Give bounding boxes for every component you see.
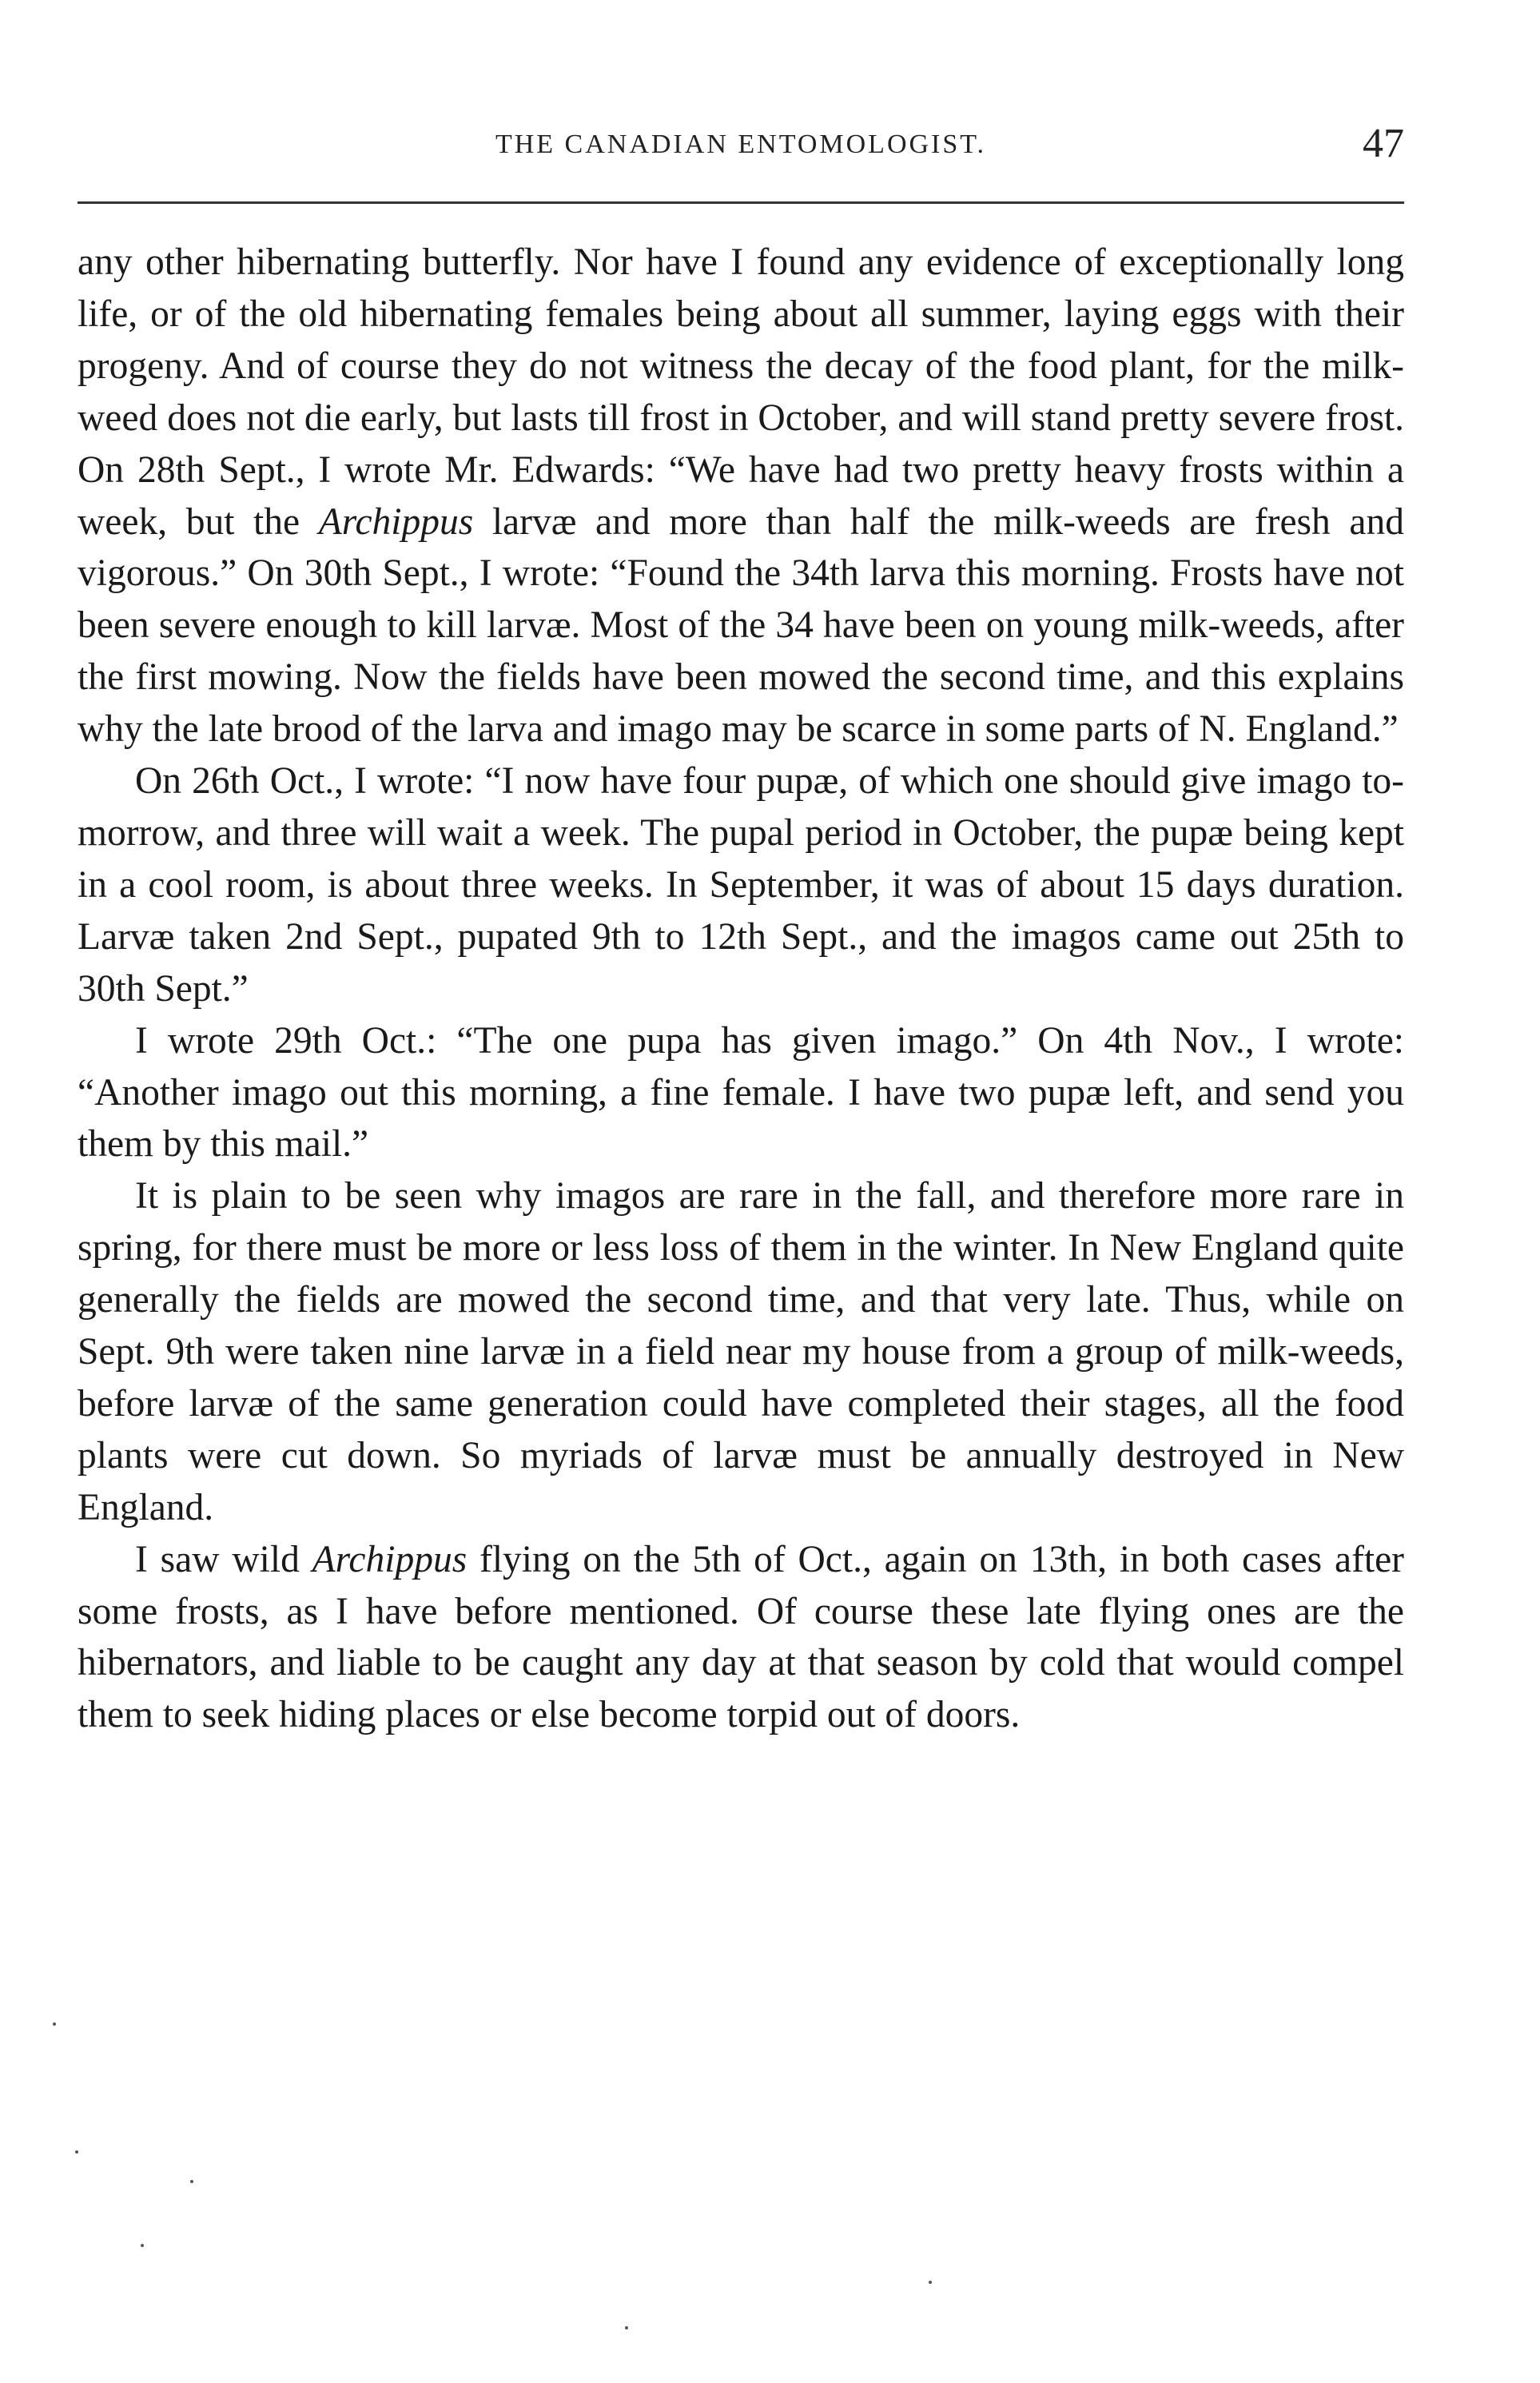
paragraph-2-text-1: On 26th Oct., I wrote: “I now have four pupæ, of which one should give imago to-morrow, and three will wait a week. The pupal period in October, the pupæ being kept in a cool room, is about three weeks. In September, it was of about 15 days duration. Larvæ taken 2nd Sept., pupated 9th to 12th Sept., and the imagos came out 25th to 30th Sept.” (78, 760, 1404, 1010)
header-rule (78, 201, 1404, 204)
speck (929, 2281, 932, 2284)
paragraph-1-species-name: Archippus (318, 500, 474, 543)
paragraph-1-text-2: larvæ and more than half the milk-weeds are fresh and vigorous.” On 30th Sept., I wrote: “Found the 34th larva this morning. Frosts have not been severe enough to kill larvæ. Most of the 34 have been on young milk-weeds, after the first mowing. Now the fields have been mowed the second time, and this explains why the late brood of the larva and imago may be scarce in some parts of N. England.” (78, 500, 1404, 751)
paragraph-3 (78, 1015, 1404, 1171)
paragraph-2 (78, 755, 1404, 1015)
paragraph-5-text-2: flying on the 5th of Oct., again on 13th, in both cases after some frosts, as I have before mentioned. Of course these late flying ones are the hibernators, and liable to be caught any day at that season by cold that would compel them to seek hiding places or else become torpid out of doors. (78, 1538, 1405, 1736)
speck (190, 2180, 193, 2183)
paragraph-5-text-1: I saw wild (135, 1538, 312, 1580)
running-title: THE CANADIAN ENTOMOLOGIST. (495, 130, 987, 159)
running-head (78, 120, 1404, 176)
paragraph-5 (78, 1534, 1404, 1742)
speck (53, 2022, 56, 2026)
paragraph-1-text-1: any other hibernating butterfly. Nor have I found any evidence of exceptionally long life, or of the old hibernating females being about all summer, laying eggs with their progeny. And of course they do not witness the decay of the food plant, for the milk-weed does not die early, but lasts till frost in October, and will stand pretty severe frost. On 28th Sept., I wrote Mr. Edwards: “We have had two pretty heavy frosts within a week, but the (78, 241, 1404, 543)
body-text (78, 237, 1404, 1741)
paragraph-4-text-1: It is plain to be seen why imagos are rare in the fall, and therefore more rare in spring, for there must be more or less loss of them in the winter. In New England quite generally the fields are mowed the second time, and that very late. Thus, while on Sept. 9th were taken nine larvæ in a field near my house from a group of milk-weeds, before larvæ of the same generation could have completed their stages, all the food plants were cut down. So myriads of larvæ must be annually destroyed in New England. (78, 1175, 1404, 1528)
paragraph-5-species-name: Archippus (312, 1538, 468, 1580)
paragraph-1 (78, 237, 1404, 755)
speck (141, 2244, 144, 2247)
page-number: 47 (1363, 121, 1404, 166)
speck (625, 2326, 628, 2329)
speck (75, 2150, 78, 2154)
paragraph-4 (78, 1170, 1404, 1533)
paragraph-3-text-1: I wrote 29th Oct.: “The one pupa has given imago.” On 4th Nov., I wrote: “Another imago out this morning, a fine female. I have two pupæ left, and send you them by this mail.” (78, 1019, 1404, 1166)
